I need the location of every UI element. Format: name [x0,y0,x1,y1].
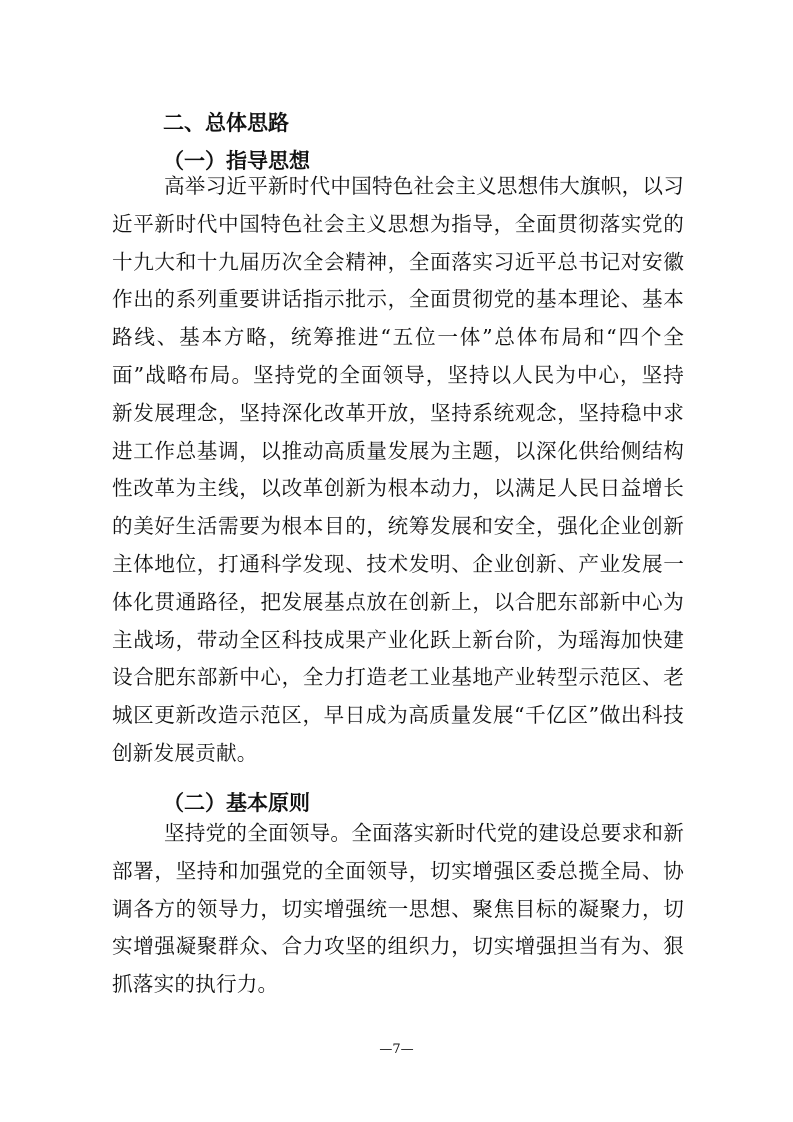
paragraph-guiding-thought: 高举习近平新时代中国特色社会主义思想伟大旗帜，以习近平新时代中国特色社会主义思想为指导，全面贯彻落实党的十九大和十九届历次全会精神，全面落实习近平总书记对安徽作出的系列重要讲话指示批示，全面贯彻党的基本理论、基本路线、基本方略，统筹推进“五位一体”总体布局和“四个全面”战略布局。坚持党的全面领导，坚持以人民为中心，坚持新发展理念，坚持深化改革开放，坚持系统观念，坚持稳中求进工作总基调，以推动高质量发展为主题，以深化供给侧结构性改革为主线，以改革创新为根本动力，以满足人民日益增长的美好生活需要为根本目的，统筹发展和安全，强化企业创新主体地位，打通科学发现、技术发明、企业创新、产业发展一体化贯通路径，把发展基点放在创新上，以合肥东部新中心为主战场，带动全区科技成果产业化跃上新台阶，为瑶海加快建设合肥东部新中心，全力打造老工业基地产业转型示范区、老城区更新改造示范区，早日成为高质量发展“千亿区”做出科技创新发展贡献。 [112,174,684,765]
subsection-heading-guiding-thought: （一）指导思想 [163,149,310,173]
section-heading: 二、总体思路 [163,111,289,135]
subsection-heading-basic-principles: （二）基本原则 [163,791,310,815]
page-number: —7— [379,1042,414,1057]
paragraph-basic-principles: 坚持党的全面领导。全面落实新时代党的建设总要求和新部署，坚持和加强党的全面领导，切实增强区委总揽全局、协调各方的领导力，切实增强统一思想、聚焦目标的凝聚力，切实增强凝聚群众、合力攻坚的组织力，切实增强担当有为、狠抓落实的执行力。 [112,821,684,997]
